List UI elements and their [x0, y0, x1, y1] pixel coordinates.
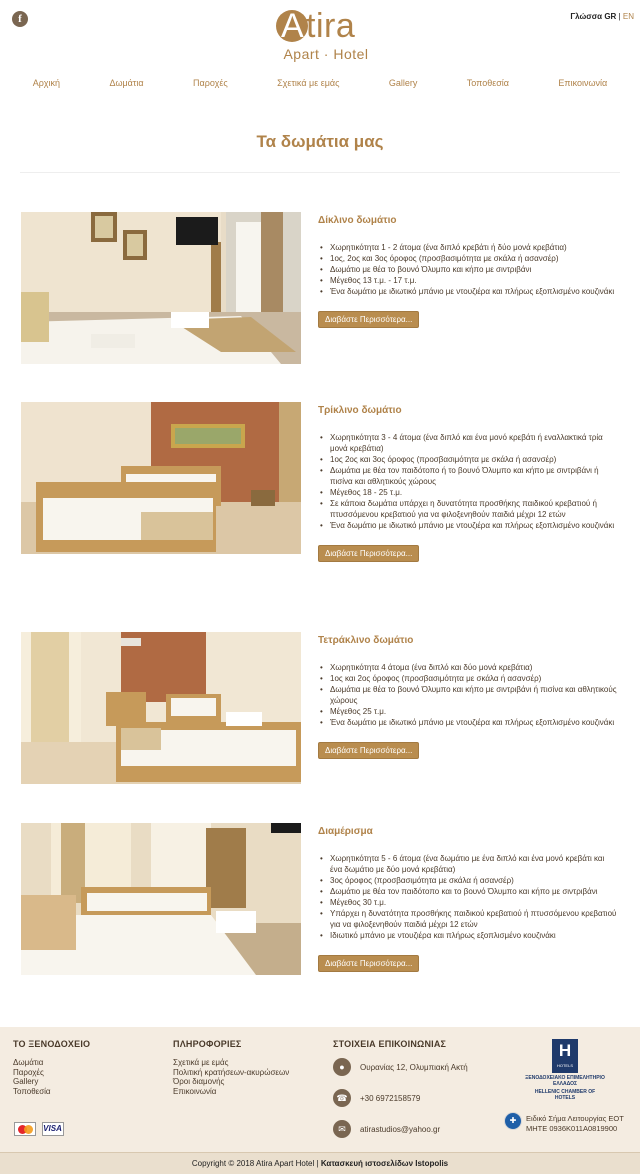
read-more-button[interactable]: Διαβάστε Περισσότερα...: [318, 742, 419, 759]
language-gr[interactable]: GR: [604, 12, 617, 21]
hotels-h-letter: H: [558, 1041, 572, 1060]
hotels-h-icon: [552, 1039, 578, 1073]
read-more-button[interactable]: Διαβάστε Περισσότερα...: [318, 955, 419, 972]
room-feature: • Υπάρχει η δυνατότητα προσθήκης παιδικού κρεβατιού ή πτυσσόμενου κρεβατιού για να φιλοξενηθούν παιδιά μέχρι 12 ετών: [318, 908, 618, 930]
copyright-separator: |: [316, 1159, 319, 1168]
hotels-chamber-greek: ΞΕΝΟΔΟΧΕΙΑΚΟ ΕΠΙΜΕΛΗΤΗΡΙΟ ΕΛΛΑΔΟΣ: [525, 1075, 605, 1087]
room-apartment-image[interactable]: [21, 823, 301, 975]
room-double-image[interactable]: [21, 212, 301, 364]
phone-icon: ☎: [333, 1089, 351, 1107]
room-feature: • 1ος 2ος και 3ος όροφος (προσβασιμότητα με σκάλα ή ασανσέρ): [318, 454, 618, 465]
contact-email: [333, 1120, 503, 1151]
room-feature: • Δωμάτιο με θέα τον παιδότοπο και το βουνό Όλυμπο και κήπο με σιντριβάνι: [318, 886, 618, 897]
room-quadruple-image[interactable]: [21, 632, 301, 784]
visa-icon: VISA: [42, 1122, 64, 1136]
nav-contact[interactable]: Επικοινωνία: [558, 78, 608, 88]
footer-link-location[interactable]: Τοποθεσία: [13, 1086, 51, 1096]
nav-gallery[interactable]: Gallery: [388, 78, 418, 88]
room-apartment-features: [318, 853, 618, 941]
room-feature: • Μέγεθος 13 τ.μ. - 17 τ.μ.: [318, 275, 618, 286]
main-nav: [0, 68, 640, 96]
footer-hotel-heading: ΤΟ ΞΕΝΟΔΟΧΕΙΟ: [13, 1039, 91, 1049]
footer-link-gallery[interactable]: Gallery: [13, 1077, 39, 1086]
mastercard-icon: [14, 1122, 36, 1136]
hotels-chamber-english: HELLENIC CHAMBER OF HOTELS: [534, 1089, 596, 1101]
room-feature: • 1ος και 2ος όροφος (προσβασιμότητα με σκάλα ή ασανσέρ): [318, 673, 618, 684]
room-feature: • Δωμάτια με θέα τον παιδότοπο ή το βουνό Όλυμπο και κήπο με σιντριβάνι ή πισίνα και αθλητικούς χώρους: [318, 465, 618, 487]
footer-info-column: [173, 1039, 289, 1096]
contact-phone: [333, 1089, 503, 1120]
room-feature: • Χωρητικότητα 3 - 4 άτομα (ένα διπλό και ένα μονό κρεβάτι ή εναλλακτικά τρία μονά κρεβάτια): [318, 432, 618, 454]
room-feature: • 1ος, 2ος και 3ος όροφος (προσβασιμότητα με σκάλα ή ασανσέρ): [318, 253, 618, 264]
room-double-features: [318, 242, 618, 297]
language-label: Γλώσσα: [570, 12, 603, 21]
logo-name: tira: [306, 7, 356, 45]
envelope-icon: ✉: [333, 1120, 351, 1138]
footer-info-heading: ΠΛΗΡΟΦΟΡΙΕΣ: [173, 1039, 242, 1049]
room-feature: • Σε κάποια δωμάτια υπάρχει η δυνατότητα προσθήκης παιδικού κρεβατιού ή πτυσσόμενου κρεβατιού για να φιλοξενηθούν παιδιά μέχρι 12 ετών: [318, 498, 618, 520]
room-triple-image[interactable]: [21, 402, 301, 554]
footer-link-about[interactable]: Σχετικά με εμάς: [173, 1058, 229, 1067]
address-text: Ουρανίας 12, Ολυμπιακή Ακτή: [360, 1063, 468, 1072]
email-link[interactable]: atirastudios@yahoo.gr: [360, 1125, 441, 1134]
room-triple-features: [318, 432, 618, 531]
read-more-button[interactable]: Διαβάστε Περισσότερα...: [318, 311, 419, 328]
page-title: Τα δωμάτια μας: [256, 132, 384, 151]
eot-text: [526, 1114, 624, 1134]
room-feature: • Ένα δωμάτιο με ιδιωτικό μπάνιο με ντουζιέρα και πλήρως εξοπλισμένο κουζινάκι: [318, 717, 618, 728]
room-feature: • Χωρητικότητα 1 - 2 άτομα (ένα διπλό κρεβάτι ή δύο μονά κρεβάτια): [318, 242, 618, 253]
room-quadruple: [21, 632, 640, 823]
footer: [0, 1027, 640, 1152]
room-triple-info: [318, 405, 618, 562]
room-apartment-info: [318, 826, 618, 972]
read-more-button[interactable]: Διαβάστε Περισσότερα...: [318, 545, 419, 562]
hotels-word: HOTELS: [556, 1063, 573, 1068]
greek-flag-icon: ✚: [504, 1112, 522, 1130]
footer-link-amenities[interactable]: Παροχές: [13, 1067, 44, 1077]
room-quadruple-features: [318, 662, 618, 728]
room-apartment: [21, 823, 640, 1027]
location-pin-icon: ●: [333, 1058, 351, 1076]
footer-link-rooms[interactable]: Δωμάτια: [13, 1058, 44, 1067]
nav-amenities[interactable]: Παροχές: [193, 78, 228, 88]
room-feature: • 3ος όροφος (προσβασιμότητα με σκάλα ή ασανσέρ): [318, 875, 618, 886]
copyright-bar: [0, 1152, 640, 1174]
facebook-icon[interactable]: f: [12, 11, 28, 27]
room-feature: • Δωμάτιο με θέα το βουνό Όλυμπο και κήπο με σιντριβάνι: [318, 264, 618, 275]
footer-contact-heading: ΣΤΟΙΧΕΙΑ ΕΠΙΚΟΙΝΩΝΙΑΣ: [333, 1039, 447, 1049]
contact-address: [333, 1058, 503, 1089]
nav-rooms[interactable]: Δωμάτια: [109, 78, 144, 88]
footer-link-contact[interactable]: Επικοινωνία: [173, 1086, 217, 1096]
footer-link-booking-policy[interactable]: Πολιτική κρατήσεων-ακυρώσεων: [173, 1067, 290, 1077]
room-quadruple-info: [318, 635, 618, 759]
eot-line1: Ειδικό Σήμα Λειτουργίας ΕΟΤ: [526, 1114, 624, 1123]
language-separator: |: [618, 12, 621, 21]
hellenic-chamber-logo: [525, 1039, 605, 1101]
room-feature: • Ένα δωμάτιο με ιδιωτικό μπάνιο με ντουζιέρα και πλήρως εξοπλισμένο κουζινάκι: [318, 520, 618, 531]
footer-link-terms[interactable]: Όροι διαμονής: [173, 1077, 225, 1086]
logo-subtitle: Apart · Hotel: [283, 46, 369, 62]
nav-home[interactable]: Αρχική: [32, 78, 61, 88]
room-apartment-title[interactable]: Διαμέρισμα: [318, 826, 373, 837]
logo-letter-a: A: [281, 7, 304, 45]
copyright-text: Copyright © 2018 Atira Apart Hotel: [191, 1159, 315, 1168]
credit-link[interactable]: Κατασκευή ιστοσελίδων Istopolis: [320, 1159, 449, 1168]
eot-line2: ΜΗΤΕ 0936Κ011Α0819900: [526, 1124, 618, 1133]
room-feature: • Δωμάτια με θέα το βουνό Όλυμπο και κήπο με σιντριβάνι ή πισίνα και αθλητικούς χώρους: [318, 684, 618, 706]
nav-location[interactable]: Τοποθεσία: [466, 78, 510, 88]
room-double-title[interactable]: Δίκλινο δωμάτιο: [318, 215, 397, 226]
nav-about[interactable]: Σχετικά με εμάς: [277, 78, 340, 88]
language-en[interactable]: EN: [622, 12, 634, 21]
room-feature: • Χωρητικότητα 5 - 6 άτομα (ένα δωμάτιο με ένα διπλό και ένα μονό κρεβάτι και ένα δωμάτιο με δύο μονά κρεβάτια): [318, 853, 618, 875]
room-triple: [21, 402, 640, 632]
footer-hotel-column: [13, 1039, 90, 1096]
room-triple-title[interactable]: Τρίκλινο δωμάτιο: [318, 405, 402, 416]
footer-contact-column: [333, 1039, 503, 1151]
room-double: [21, 212, 640, 402]
room-quadruple-title[interactable]: Τετράκλινο δωμάτιο: [318, 635, 414, 646]
room-feature: • Μέγεθος 30 τ.μ.: [318, 897, 618, 908]
room-feature: • Ιδιωτικό μπάνιο με ντουζιέρα και πλήρως εξοπλισμένο κουζινάκι: [318, 930, 618, 941]
payment-cards: [14, 1122, 67, 1136]
room-feature: • Μέγεθος 18 - 25 τ.μ.: [318, 487, 618, 498]
site-logo[interactable]: [276, 8, 376, 64]
language-switcher: [570, 12, 634, 21]
header: [0, 0, 640, 68]
room-feature: • Χωρητικότητα 4 άτομα (ένα διπλό και δύο μονά κρεβάτια): [318, 662, 618, 673]
room-feature: • Ένα δωμάτιο με ιδιωτικό μπάνιο με ντουζιέρα και πλήρως εξοπλισμένο κουζινάκι: [318, 286, 618, 297]
title-divider: [20, 172, 620, 173]
room-feature: • Μέγεθος 25 τ.μ.: [318, 706, 618, 717]
phone-text[interactable]: +30 6972158579: [360, 1094, 421, 1103]
room-double-info: [318, 215, 618, 328]
